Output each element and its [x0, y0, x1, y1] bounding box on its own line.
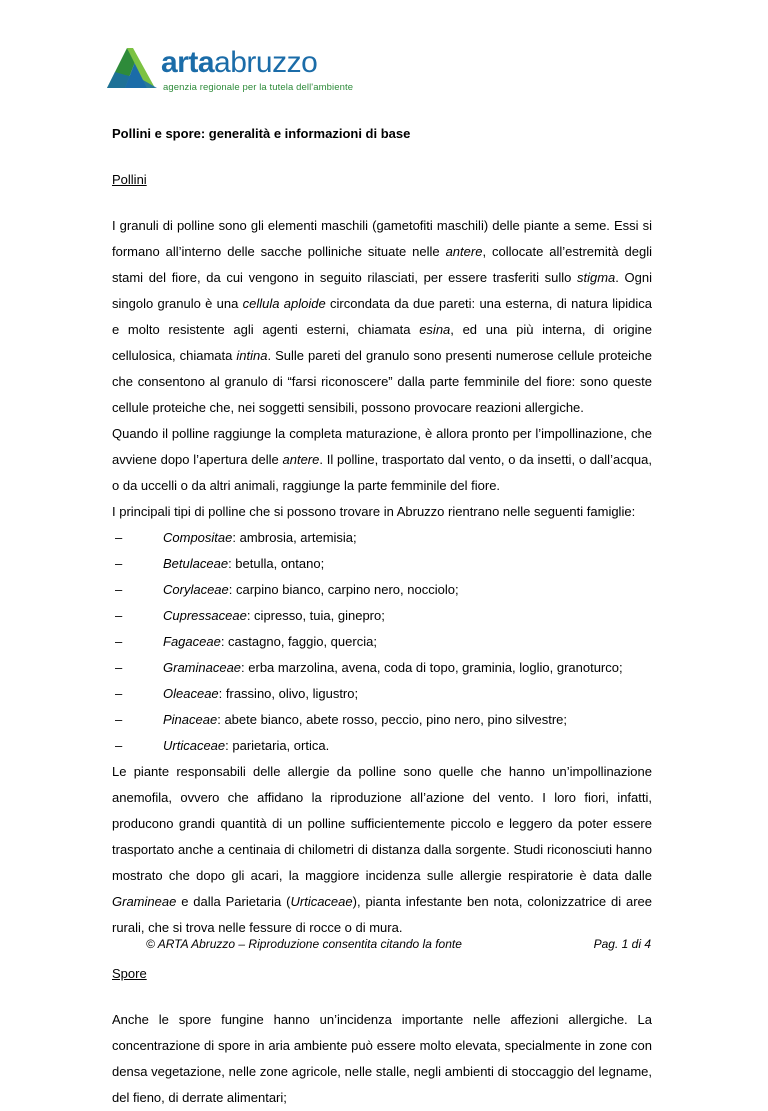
- italic-term: Gramineae: [112, 894, 177, 909]
- italic-term: stigma: [576, 270, 616, 285]
- italic-term: antere: [282, 452, 320, 467]
- family-description: : carpino bianco, carpino nero, nocciolo;: [228, 582, 459, 597]
- footer-copyright: © ARTA Abruzzo – Riproduzione consentita citando la fonte: [146, 937, 462, 951]
- section-heading-pollini: Pollini: [112, 172, 147, 187]
- text-run: . Il polline, trasportato dal vento, o da insetti, o dall’acqua, o da uccelli o da altri animali, raggiunge la parte femminile del fiore.: [112, 452, 652, 493]
- list-item: [112, 629, 652, 655]
- text-run: e dalla Parietaria (: [176, 894, 291, 909]
- family-name: Urticaceae: [163, 738, 226, 753]
- list-item: [112, 733, 652, 759]
- family-name: Graminaceae: [163, 660, 242, 675]
- pollen-family-list: [112, 525, 652, 759]
- text-run: I principali tipi di polline che si possono trovare in Abruzzo rientrano nelle seguenti famiglie:: [112, 504, 636, 519]
- paragraph: [112, 1007, 652, 1111]
- logo-arta-text: arta: [161, 46, 215, 79]
- list-dash: –: [115, 712, 123, 727]
- italic-term: antere: [445, 244, 483, 259]
- family-description: : betulla, ontano;: [228, 556, 325, 571]
- arta-mountain-icon: [103, 42, 163, 92]
- document-body: [112, 121, 652, 1111]
- list-dash: –: [115, 686, 123, 701]
- list-dash: –: [115, 660, 123, 675]
- family-name: Cupressaceae: [163, 608, 247, 623]
- list-dash: –: [115, 608, 123, 623]
- list-dash: –: [115, 634, 123, 649]
- italic-term: esina: [419, 322, 451, 337]
- paragraph: [112, 213, 652, 421]
- document-title: Pollini e spore: generalità e informazioni di base: [112, 126, 411, 141]
- list-dash: –: [115, 582, 123, 597]
- section-heading-spore: Spore: [112, 966, 147, 981]
- text-run: I granuli di polline sono gli elementi maschili (gametofiti maschili) delle piante a seme. Essi si formano all’interno delle sacche polliniche situate nelle: [112, 218, 652, 259]
- list-item: [112, 707, 652, 733]
- list-dash: –: [115, 556, 123, 571]
- family-description: : erba marzolina, avena, coda di topo, graminia, loglio, granoturco;: [241, 660, 623, 675]
- paragraph: [112, 759, 652, 941]
- family-name: Fagaceae: [163, 634, 221, 649]
- text-run: , collocate all’estremità degli stami del fiore, da cui vengono in seguito rilasciati, per essere trasferiti sullo: [112, 244, 653, 285]
- italic-term: cellula aploide: [242, 296, 326, 311]
- logo-wordmark: [161, 48, 317, 78]
- family-description: : castagno, faggio, quercia;: [220, 634, 377, 649]
- list-item: [112, 551, 652, 577]
- list-item: [112, 525, 652, 551]
- text-run: ), pianta infestante ben nota, colonizzatrice di aree rurali, che si trova nelle fessure di rocce o di mura.: [112, 894, 652, 935]
- family-name: Betulaceae: [163, 556, 229, 571]
- family-description: : abete bianco, abete rosso, peccio, pino nero, pino silvestre;: [217, 712, 567, 727]
- text-run: Anche le spore fungine hanno un’incidenza importante nelle affezioni allergiche. La concentrazione di spore in aria ambiente può essere molto elevata, specialmente in zone con densa vegetazione, nelle zone agricole, nelle stalle, negli ambienti di stoccaggio del legname, del fieno, di derrate alimentari;: [112, 1012, 652, 1105]
- family-description: : frassino, olivo, ligustro;: [218, 686, 359, 701]
- italic-term: intina: [236, 348, 268, 363]
- family-description: : ambrosia, artemisia;: [232, 530, 357, 545]
- text-run: Le piante responsabili delle allergie da polline sono quelle che hanno un’impollinazione anemofila, ovvero che affidano la riproduzione all’azione del vento. I loro fiori, infatti, producono grandi quantità di un polline sufficientemente piccolo e leggero da poter essere trasportato anche a centinaia di chilometri di distanza dalla sorgente. Studi riconosciuti hanno mostrato che dopo gli acari, la maggiore incidenza sulle allergie respiratorie è data dalle: [112, 764, 652, 883]
- family-description: : parietaria, ortica.: [225, 738, 330, 753]
- family-name: Corylaceae: [163, 582, 229, 597]
- text-run: . Sulle pareti del granulo sono presenti numerose cellule proteiche che consentono al granulo di “farsi riconoscere” dalla parte femminile del fiore: sono queste cellule proteiche che, nei soggetti sensibili, possono provocare reazioni allergiche.: [112, 348, 653, 415]
- logo-abruzzo-text: abruzzo: [214, 46, 318, 79]
- logo-tagline: agenzia regionale per la tutela dell'ambiente: [163, 82, 354, 93]
- list-item: [112, 681, 652, 707]
- family-name: Compositae: [163, 530, 233, 545]
- family-name: Oleaceae: [163, 686, 219, 701]
- list-item: [112, 577, 652, 603]
- list-item: [112, 603, 652, 629]
- family-description: : cipresso, tuia, ginepro;: [246, 608, 385, 623]
- list-item: [112, 655, 652, 681]
- text-run: , ed una più interna, di origine cellulosica, chiamata: [112, 322, 652, 363]
- page-number: Pag. 1 di 4: [593, 937, 651, 951]
- text-run: Quando il polline raggiunge la completa maturazione, è allora pronto per l’impollinazione, che avviene dopo l’apertura delle: [112, 426, 652, 467]
- text-run: circondata da due pareti: una esterna, di natura lipidica e molto resistente agli agenti esterni, chiamata: [112, 296, 652, 337]
- list-dash: –: [115, 530, 123, 545]
- italic-term: Urticaceae: [290, 894, 353, 909]
- arta-abruzzo-logo: [103, 42, 354, 100]
- family-name: Pinaceae: [163, 712, 218, 727]
- paragraph: [112, 499, 652, 525]
- list-dash: –: [115, 738, 123, 753]
- paragraph: [112, 421, 652, 499]
- text-run: . Ogni singolo granulo è una: [112, 270, 652, 311]
